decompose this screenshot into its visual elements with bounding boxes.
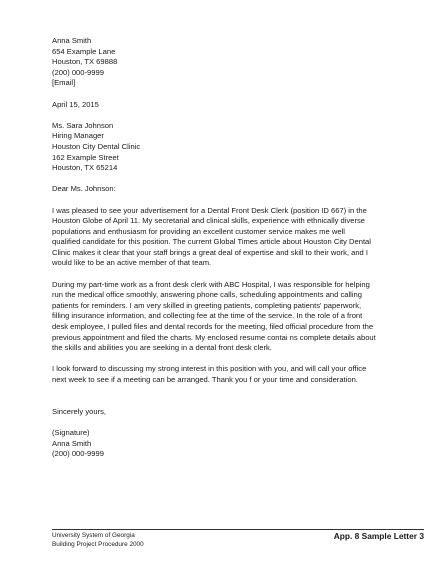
sender-name: Anna Smith bbox=[52, 36, 92, 45]
paragraph-line: Houston Globe of April 11. My secretarial and clinical skills, experience with ethnically diverse bbox=[52, 216, 366, 226]
closing bbox=[52, 407, 397, 418]
recipient-address bbox=[52, 121, 397, 174]
sender-address bbox=[52, 36, 397, 89]
letter-body bbox=[52, 36, 397, 460]
paragraph-line: the skills and abilities you are seeking in a dental front desk clerk. bbox=[52, 343, 272, 353]
paragraph-line: During my part-time work as a front desk clerk with ABC Hospital, I was responsible for helping bbox=[52, 279, 370, 289]
signature-placeholder: (Signature) bbox=[52, 427, 90, 437]
paragraph-line: filling insurance information, and collecting fee at the time of the service. In the role of a front bbox=[52, 311, 363, 321]
footer-org-line1: University System of Georgia bbox=[52, 532, 135, 539]
sender-email: [Email] bbox=[52, 78, 76, 88]
signature-phone: (200) 000-9999 bbox=[52, 449, 104, 459]
paragraph-line: qualified candidate for this position. The current Global Times article about Houston City Dental bbox=[52, 237, 371, 247]
letter-date-block bbox=[52, 100, 397, 111]
recipient-company: Houston City Dental Clinic bbox=[52, 141, 141, 151]
salutation-text: Dear Ms. Johnson: bbox=[52, 184, 116, 194]
paragraph-line: populations and enthusiasm for providing an excellent customer service makes me well bbox=[52, 226, 345, 236]
footer-label: App. 8 Sample Letter 3 bbox=[333, 531, 424, 541]
signature-block bbox=[52, 428, 397, 460]
footer-org bbox=[52, 532, 144, 549]
paragraph-line: desk employee, I pulled files and dental records for the meeting, filed official procedure from the bbox=[52, 322, 374, 332]
sender-city: Houston, TX 69888 bbox=[52, 57, 118, 67]
recipient-city: Houston, TX 65214 bbox=[52, 163, 118, 173]
paragraph-line: next week to see if a meeting can be arranged. Thank you f or your time and consideration. bbox=[52, 375, 358, 384]
paragraph-line: I was pleased to see your advertisement for a Dental Front Desk Clerk (position ID 667) in the bbox=[52, 205, 367, 215]
paragraph-closing bbox=[52, 364, 397, 385]
footer-divider bbox=[52, 529, 424, 530]
paragraph-line: previous appointment and filed the charts. My enclosed resume contai ns complete details about bbox=[52, 332, 376, 342]
paragraph-intro bbox=[52, 206, 397, 270]
paragraph-line: would like to be an active member of that team. bbox=[52, 258, 212, 268]
recipient-name: Ms. Sara Johnson bbox=[52, 120, 114, 130]
sender-phone: (200) 000-9999 bbox=[52, 67, 104, 77]
sender-street: 654 Example Lane bbox=[52, 46, 116, 56]
paragraph-line: patients for reminders. I am very skilled in greeting patients, completing patients' paperwork, bbox=[52, 300, 362, 310]
paragraph-line: I look forward to discussing my strong interest in this position with you, and will call your office bbox=[52, 364, 367, 374]
footer-org-line2: Building Project Procedure 2000 bbox=[52, 540, 144, 548]
signature-name: Anna Smith bbox=[52, 438, 92, 448]
salutation bbox=[52, 184, 397, 195]
closing-text: Sincerely yours, bbox=[52, 406, 107, 416]
paragraph-line: run the medical office smoothly, answering phone calls, scheduling appointments and calling bbox=[52, 290, 362, 300]
paragraph-experience bbox=[52, 280, 397, 354]
recipient-street: 162 Example Street bbox=[52, 152, 119, 162]
recipient-title: Hiring Manager bbox=[52, 131, 104, 141]
paragraph-line: Clinic makes it clear that your staff brings a great deal of expertise and skill to their work, and I bbox=[52, 247, 368, 257]
letter-date: April 15, 2015 bbox=[52, 99, 99, 109]
